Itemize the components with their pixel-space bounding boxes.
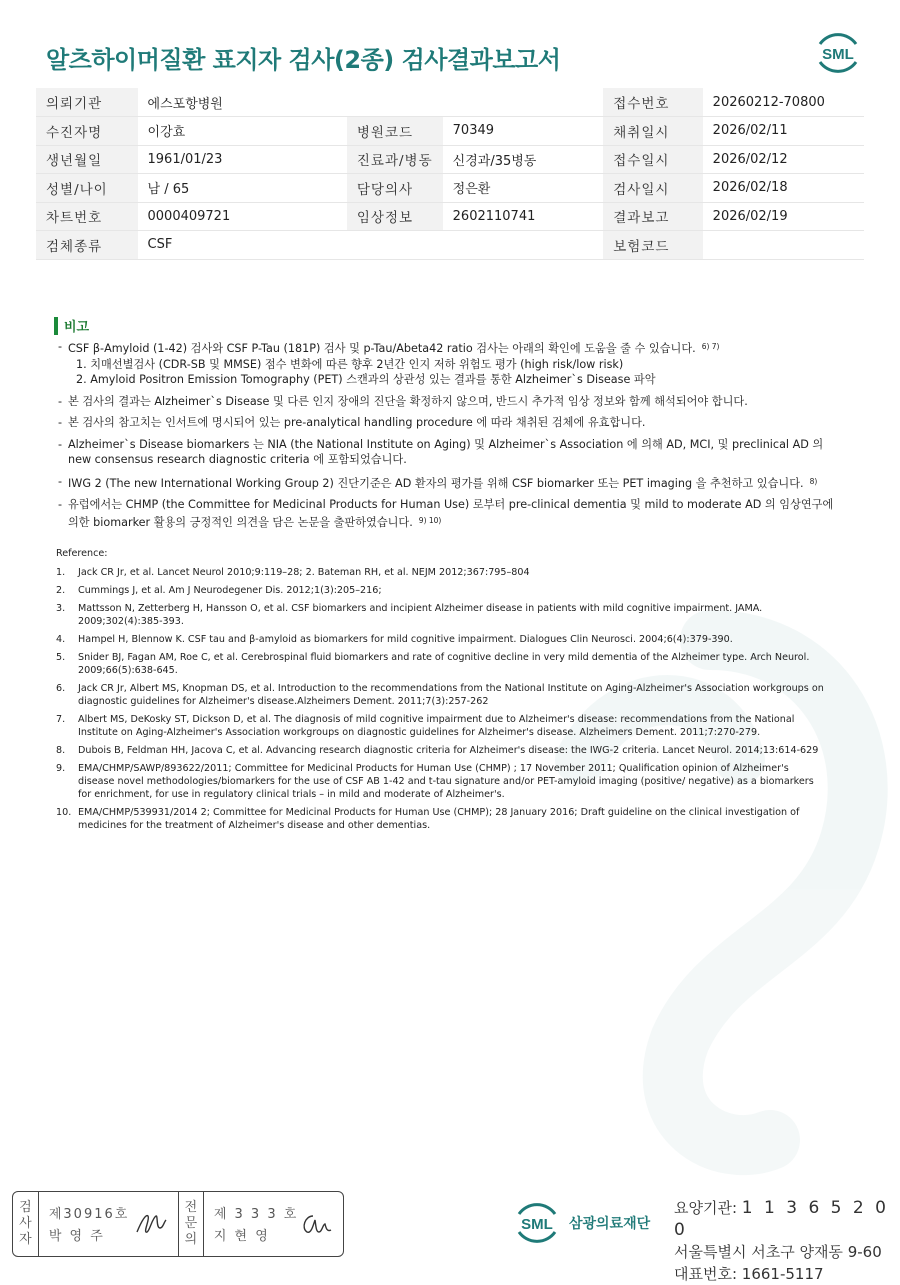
info-label: 의뢰기관: [36, 88, 138, 117]
remark-body: [68, 497, 838, 530]
info-row: [36, 174, 864, 203]
care-code: 1 1 3 6 5 2 0 0: [674, 1198, 889, 1240]
info-row: [36, 202, 864, 231]
org-contact: [674, 1197, 900, 1285]
info-value: 1961/01/23: [138, 145, 347, 174]
remark-item: [58, 437, 838, 468]
specialist-signature-cell: [204, 1192, 343, 1256]
info-value: 2026/02/11: [703, 117, 864, 146]
tester-name: 박 영 주: [48, 1229, 105, 1244]
remark-item: [58, 474, 838, 492]
info-value: 2026/02/18: [703, 174, 864, 203]
reference-number: 9.: [56, 763, 66, 774]
sml-logo-text: SML: [822, 46, 854, 63]
remark-text: Alzheimer`s Disease biomarkers 는 NIA (the National Institute on Aging) 및 Alzheimer`s Association 에 의해 AD, MCI, 및 preclinical AD 의 new consensus research diagnostic criteria 에 포함되었습니다.: [68, 437, 824, 466]
remark-dash: -: [58, 498, 63, 511]
info-row: [36, 88, 864, 117]
remark-dash: -: [58, 474, 63, 488]
reference-text: Albert MS, DeKosky ST, Dickson D, et al. The diagnosis of mild cognitive impairment due to Alzheimer's disease: recommendations from the National Institute on Aging-Alzheimer's Association workgroups on diagnostic guidelines for Alzheimer's disease. Alzheimers Dement. 2011;7:270-279.: [78, 714, 795, 738]
signature-label-char: 사: [19, 1216, 32, 1231]
remark-text: CSF β-Amyloid (1-42) 검사와 CSF P-Tau (181P) 검사 및 p-Tau/Abeta42 ratio 검사는 아래의 확인에 도움을 줄 수 있습니다.: [68, 342, 696, 355]
reference-item: [56, 806, 826, 832]
info-value: 에스포항병원: [138, 88, 347, 117]
page-title: 알츠하이머질환 표지자 검사(2종) 검사결과보고서: [46, 46, 561, 74]
tester-signature-cell: [39, 1192, 178, 1256]
reference-text: Dubois B, Feldman HH, Jacova C, et al. Advancing research diagnostic criteria for Alzheimer's disease: the IWG-2 criteria. Lancet Neurol. 2014;13:614-629: [78, 745, 819, 756]
remark-citation: 9) 10): [418, 515, 442, 525]
info-value: 2026/02/12: [703, 145, 864, 174]
care-code-label: 요양기관:: [674, 1199, 738, 1217]
info-value: 2602110741: [443, 202, 604, 231]
remark-item: [58, 497, 838, 530]
remark-subitem: 1. 치매선별검사 (CDR-SB 및 MMSE) 점수 변화에 따른 향후 2년간 인지 저하 위험도 평가 (high risk/low risk): [76, 357, 624, 371]
info-value: 남 / 65: [138, 174, 347, 203]
reference-text: Mattsson N, Zetterberg H, Hansson O, et al. CSF biomarkers and incipient Alzheimer disease in patients with mild cognitive impairment. JAMA. 2009;302(4):385-393.: [78, 603, 763, 627]
specialist-license: 제 3 3 3 호: [213, 1207, 299, 1222]
remark-text: 본 검사의 참고치는 인서트에 명시되어 있는 pre-analytical handling procedure 에 따라 채취된 검체에 유효합니다.: [68, 416, 646, 429]
reference-text: Jack CR Jr, et al. Lancet Neurol 2010;9:119–28; 2. Bateman RH, et al. NEJM 2012;367:795–804: [78, 567, 530, 578]
info-value: 2026/02/19: [703, 202, 864, 231]
patient-info-table: [36, 88, 864, 260]
signature-label-char: 전: [184, 1200, 198, 1215]
phone-line: [674, 1263, 900, 1285]
info-value: 20260212-70800: [703, 88, 864, 117]
info-value: 0000409721: [138, 202, 347, 231]
specialist-name: 지 현 영: [213, 1229, 270, 1244]
tester-signature-icon: [134, 1210, 168, 1236]
info-value: 70349: [443, 117, 604, 146]
sml-logo: [812, 30, 864, 76]
signature-label-char: 문: [184, 1216, 198, 1231]
reference-text: Cummings J, et al. Am J Neurodegener Dis. 2012;1(3):205–216;: [78, 585, 382, 596]
reference-number: 8.: [56, 745, 66, 756]
reference-item: [56, 762, 826, 801]
reference-number: 5.: [56, 652, 66, 663]
reference-item: [56, 651, 826, 677]
info-value: [443, 88, 604, 117]
remark-body: [68, 415, 838, 431]
tester-license: 제30916호: [48, 1207, 130, 1222]
remark-dash: -: [58, 416, 63, 429]
remark-body: [68, 474, 838, 492]
info-label: 검사일시: [603, 174, 702, 203]
info-label: 임상정보: [347, 202, 443, 231]
info-label: 수진자명: [36, 117, 138, 146]
info-label: 생년월일: [36, 145, 138, 174]
reference-number: 7.: [56, 714, 66, 725]
info-value: CSF: [138, 231, 347, 260]
reference-list: [56, 566, 826, 832]
remark-citation: 6) 7): [701, 342, 720, 351]
info-label: 병원코드: [347, 117, 443, 146]
org-name: 삼광의료재단: [569, 1216, 651, 1232]
remark-body: [68, 394, 838, 410]
remark-text: IWG 2 (The new International Working Group 2) 진단기준은 AD 환자의 평가를 위해 CSF biomarker 또는 PET imaging 을 추천하고 있습니다.: [68, 476, 804, 490]
info-label: 성별/나이: [36, 174, 138, 203]
info-label: 접수일시: [603, 145, 702, 174]
info-label: 담당의사: [347, 174, 443, 203]
info-label: [347, 231, 443, 260]
remark-dash: -: [58, 394, 63, 408]
remark-text: 유럽에서는 CHMP (the Committee for Medicinal Products for Human Use) 로부터 pre-clinical dementia 및 mild to moderate AD 의 임상연구에 의한 biomarker 활용의 긍정적인 의견을 담은 논문을 출판하였습니다.: [68, 498, 834, 529]
reference-number: 3.: [56, 603, 66, 614]
remark-dash: -: [58, 340, 63, 353]
info-row: [36, 231, 864, 260]
remarks-title: 비고: [64, 320, 90, 335]
remark-body: [68, 339, 838, 388]
care-code-line: [674, 1197, 900, 1241]
reference-title: Reference:: [56, 548, 108, 559]
signature-label-char: 자: [19, 1232, 32, 1247]
reference-number: 6.: [56, 683, 66, 694]
phone-label: 대표번호:: [674, 1265, 738, 1283]
reference-text: Hampel H, Blennow K. CSF tau and β-amyloid as biomarkers for mild cognitive impairment. Dialogues Clin Neurosci. 2004;6(4):379-390.: [78, 634, 733, 645]
signature-box: [12, 1191, 344, 1257]
reference-number: 1.: [56, 567, 66, 578]
specialist-signature-icon: [299, 1210, 333, 1236]
info-label: 차트번호: [36, 202, 138, 231]
reference-text: Jack CR Jr, Albert MS, Knopman DS, et al. Introduction to the recommendations from the National Institute on Aging-Alzheimer's Association workgroups on diagnostic guidelines for Alzheimer's disease.Alzheimers Dement. 2011;7(3):257-262: [78, 683, 824, 707]
reference-text: EMA/CHMP/539931/2014 2; Committee for Medicinal Products for Human Use (CHMP); 28 January 2016; Draft guideline on the clinical investigation of medicines for the treatment of Alzheimer's disease and other dementias.: [78, 807, 800, 831]
reference-section: [56, 547, 826, 837]
info-value: 이강효: [138, 117, 347, 146]
tester-label: [13, 1192, 39, 1256]
remark-item: [58, 394, 838, 410]
reference-item: [56, 602, 826, 628]
reference-number: 4.: [56, 634, 66, 645]
reference-item: [56, 744, 826, 757]
info-label: 보험코드: [603, 231, 702, 260]
specialist-label: [178, 1192, 204, 1256]
info-value: [443, 231, 604, 260]
remark-item: [58, 415, 838, 431]
info-label: [347, 88, 443, 117]
remark-text: 본 검사의 결과는 Alzheimer`s Disease 및 다른 인지 장애의 진단을 확정하지 않으며, 반드시 추가적 임상 정보와 함께 해석되어야 합니다.: [68, 394, 748, 408]
reference-text: EMA/CHMP/SAWP/893622/2011; Committee for Medicinal Products for Human Use (CHMP) ; 17 November 2011; Qualification opinion of Alzheimer's disease novel methodologies/biomarkers for the use of CSF AB 1-42 and t-tau signature and/or PET-amyloid imaging (positive/ negative) as a biomarkers for enrichment, for use in regulatory clinical trials – in mild and moderate of Alzheimer's.: [78, 763, 814, 800]
signature-label-char: 의: [184, 1232, 198, 1247]
remark-body: [68, 437, 838, 468]
info-value: [703, 231, 864, 260]
info-value: 정은환: [443, 174, 604, 203]
info-label: 진료과/병동: [347, 145, 443, 174]
reference-item: [56, 682, 826, 708]
info-label: 채취일시: [603, 117, 702, 146]
phone-number: 1661-5117: [741, 1265, 824, 1283]
reference-item: [56, 566, 826, 579]
info-value: 신경과/35병동: [443, 145, 604, 174]
sml-footer-logo-icon: [511, 1200, 563, 1246]
sml-footer-logo-text: SML: [521, 1216, 553, 1233]
reference-number: 10.: [56, 807, 72, 818]
remark-subitem: 2. Amyloid Positron Emission Tomography (PET) 스캔과의 상관성 있는 결과를 통한 Alzheimer`s Disease 파악: [76, 373, 656, 386]
reference-item: [56, 584, 826, 597]
info-label: 검체종류: [36, 231, 138, 260]
reference-number: 2.: [56, 585, 66, 596]
remark-dash: -: [58, 437, 63, 451]
info-label: 결과보고: [603, 202, 702, 231]
remark-citation: 8): [809, 476, 818, 486]
org-address: 서울특별시 서초구 양재동 9-60: [674, 1243, 882, 1261]
info-label: 접수번호: [603, 88, 702, 117]
footer-logo: [511, 1200, 650, 1246]
reference-text: Snider BJ, Fagan AM, Roe C, et al. Cerebrospinal fluid biomarkers and rate of cognitive decline in very mild dementia of the Alzheimer type. Arch Neurol. 2009;66(5):638-645.: [78, 652, 810, 676]
reference-item: [56, 633, 826, 646]
remark-item: [58, 339, 838, 388]
reference-item: [56, 713, 826, 739]
remarks-header: [54, 316, 89, 335]
section-accent-bar: [54, 317, 58, 335]
info-row: [36, 117, 864, 146]
info-row: [36, 145, 864, 174]
signature-label-char: 검: [19, 1200, 32, 1215]
remarks-list: [58, 339, 838, 536]
